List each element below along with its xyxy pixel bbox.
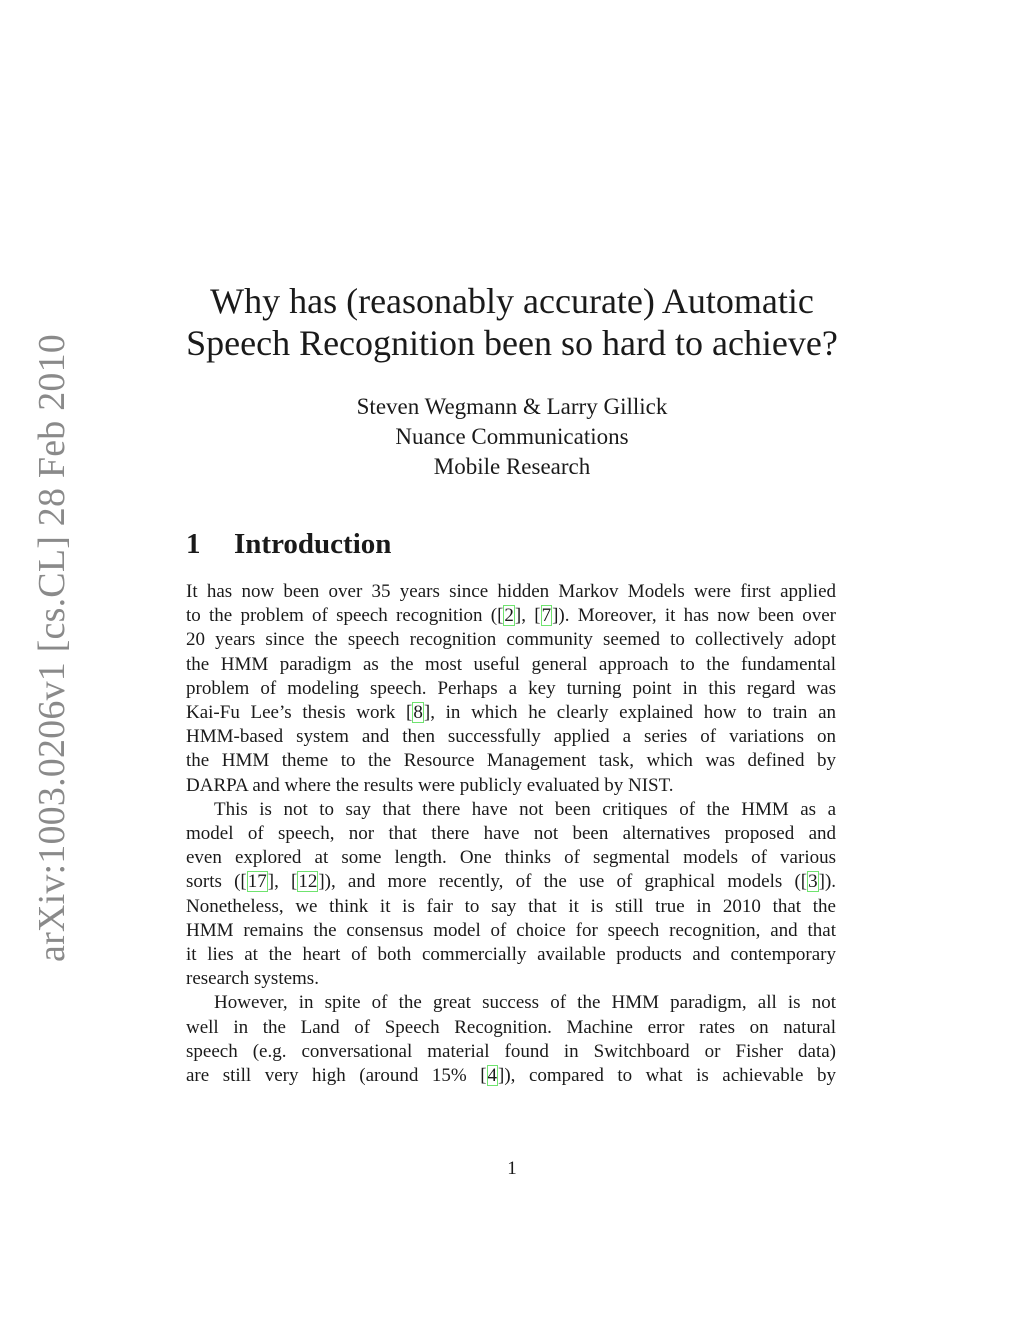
text-line: model of speech, nor that there have not been alternatives proposed and	[186, 823, 836, 845]
text-line: problem of modeling speech. Perhaps a key turning point in this regard was	[186, 677, 836, 699]
citation-link[interactable]: 2	[504, 605, 514, 627]
paragraph-2	[186, 798, 836, 992]
affiliation-group: Mobile Research	[433, 454, 591, 479]
body-text	[186, 580, 836, 1088]
text-line: Nonetheless, we think it is fair to say that it is still true in 2010 that the	[186, 895, 836, 917]
text-line: DARPA and where the results were publicly evaluated by NIST.	[186, 774, 674, 796]
paper-title	[150, 280, 874, 364]
citation-link[interactable]: 3	[808, 871, 818, 893]
text-line: speech (e.g. conversational material found in Switchboard or Fisher data)	[186, 1040, 836, 1062]
text-line: even explored at some length. One thinks of segmental models of various	[186, 847, 836, 869]
text-line: However, in spite of the great success of the HMM paradigm, all is not	[214, 992, 836, 1014]
paragraph-3	[186, 991, 836, 1088]
citation-link[interactable]: 8	[413, 702, 423, 724]
text-line: HMM remains the consensus model of choice for speech recognition, and that	[186, 919, 836, 941]
arxiv-stamp	[22, 334, 82, 962]
citation-link[interactable]: 17	[247, 871, 267, 893]
text-line: it lies at the heart of both commercially available products and contemporary	[186, 944, 836, 966]
text-line: to the problem of speech recognition ([2], [7]). Moreover, it has now been over	[186, 605, 837, 627]
page-number: 1	[507, 1158, 517, 1179]
paragraph-1	[186, 580, 836, 798]
text-line: the HMM paradigm as the most useful general approach to the fundamental	[186, 653, 836, 675]
text-line: the HMM theme to the Resource Management task, which was defined by	[186, 750, 836, 772]
section-number: 1	[186, 528, 201, 560]
section-title: Introduction	[234, 528, 392, 560]
text-line: sorts ([17], [12]), and more recently, of the use of graphical models ([3]).	[186, 871, 837, 893]
text-line: HMM-based system and then successfully applied a series of variations on	[186, 726, 836, 748]
text-line: Kai-Fu Lee’s thesis work [8], in which he clearly explained how to train an	[186, 702, 836, 724]
affiliation-company: Nuance Communications	[395, 424, 629, 449]
citation-link[interactable]: 7	[541, 605, 552, 627]
citation-link[interactable]: 4	[487, 1065, 498, 1087]
title-line-1: Why has (reasonably accurate) Automatic	[210, 281, 814, 321]
text-line: 20 years since the speech recognition community seemed to collectively adopt	[186, 629, 836, 651]
citation-link[interactable]: 12	[298, 871, 318, 893]
author-names: Steven Wegmann & Larry Gillick	[356, 394, 668, 419]
author-block	[250, 392, 774, 482]
text-line: This is not to say that there have not been critiques of the HMM as a	[214, 798, 836, 820]
text-line: well in the Land of Speech Recognition. Machine error rates on natural	[186, 1016, 836, 1038]
section-heading	[186, 528, 391, 561]
title-line-2: Speech Recognition been so hard to achieve?	[186, 323, 838, 363]
arxiv-identifier: arXiv:1003.0206v1 [cs.CL] 28 Feb 2010	[31, 334, 73, 962]
text-line: It has now been over 35 years since hidden Markov Models were first applied	[186, 581, 836, 602]
text-line: research systems.	[186, 968, 319, 990]
text-line: are still very high (around 15% [4]), compared to what is achievable by	[186, 1065, 836, 1087]
